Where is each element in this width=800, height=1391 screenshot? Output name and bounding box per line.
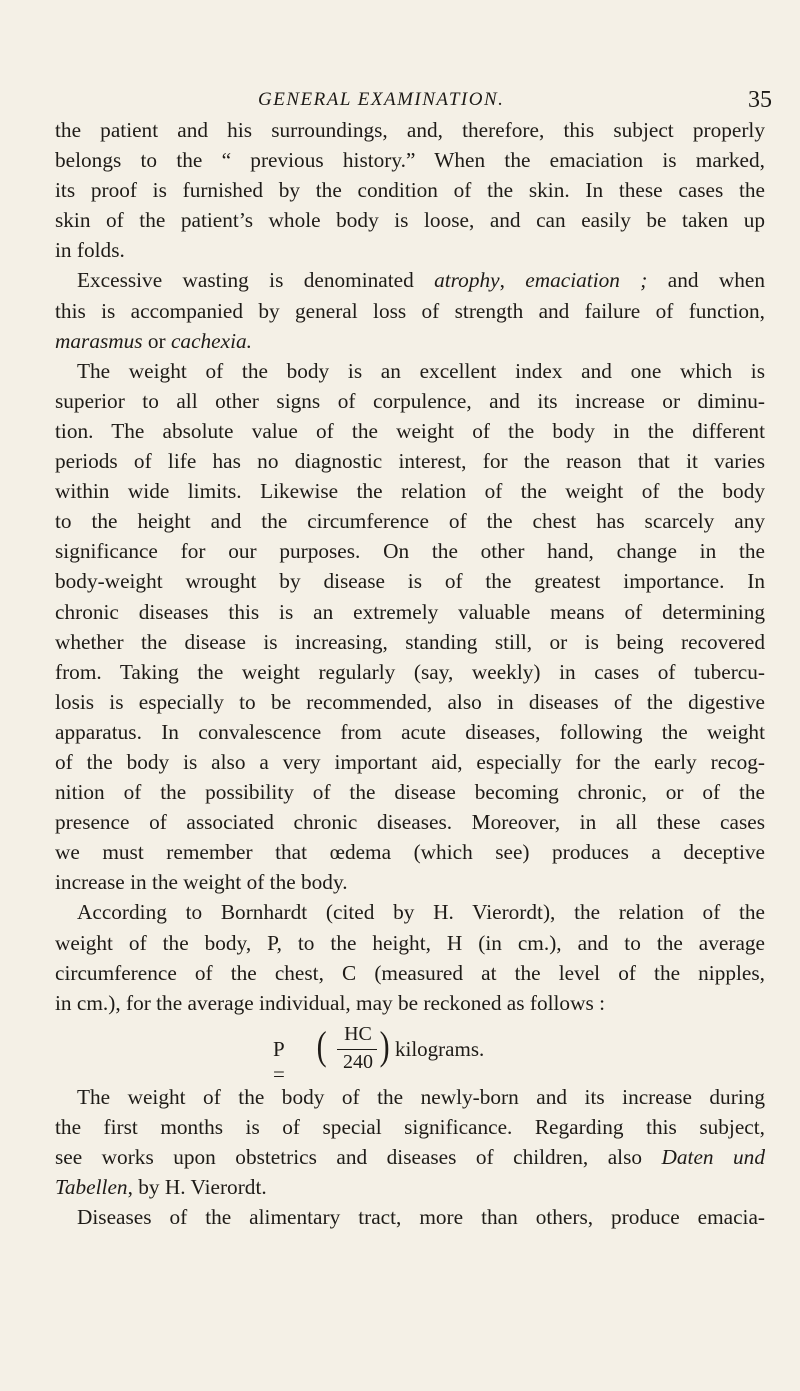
text-line: Diseases of the alimentary tract, more than others, produce emacia- — [77, 1205, 765, 1230]
text-run: Excessive wasting is denominated — [77, 268, 435, 293]
text-line — [55, 1172, 765, 1202]
text-line: in cm.), for the average individual, may be reckoned as follows : — [55, 990, 605, 1015]
text-block-before-formula — [55, 115, 765, 1018]
text-line — [55, 265, 765, 295]
text-line: body-weight wrought by disease is of the greatest importance. In — [55, 569, 765, 594]
running-title: GENERAL EXAMINATION. — [258, 89, 505, 110]
text-line — [55, 326, 765, 356]
text-line: significance for our purposes. On the other hand, change in the — [55, 539, 765, 564]
text-line: According to Bornhardt (cited by H. Vierordt), the relation of the — [77, 900, 765, 925]
formula-numerator: HC — [344, 1022, 372, 1045]
text-run: and when — [647, 268, 765, 293]
text-run: see works upon obstetrics and diseases of children, also — [55, 1145, 662, 1169]
text-line: losis is especially to be recommended, also in diseases of the digestive — [55, 689, 765, 714]
text-line: skin of the patient’s whole body is loose, and can easily be taken up — [55, 208, 765, 233]
text-line: this is accompanied by general loss of strength and failure of function, — [55, 298, 765, 323]
text-line: within wide limits. Likewise the relation of the weight of the body — [55, 479, 765, 504]
text-run: , — [499, 268, 526, 293]
text-line: chronic diseases this is an extremely valuable means of determining — [55, 599, 765, 624]
body-text — [55, 115, 765, 1232]
italic-term: atrophy — [434, 268, 500, 293]
formula-unit: kilograms. — [395, 1036, 485, 1061]
text-line: whether the disease is increasing, standing still, or is being recovered — [55, 629, 765, 654]
text-line: of the body is also a very important aid, especially for the early recog- — [55, 749, 765, 774]
text-line: superior to all other signs of corpulence, and its increase or diminu- — [55, 388, 765, 413]
text-line: from. Taking the weight regularly (say, weekly) in cases of tubercu- — [55, 659, 765, 684]
italic-term: emaciation ; — [525, 268, 648, 293]
italic-term: marasmus — [55, 328, 143, 353]
text-line: the patient and his surroundings, and, therefore, this subject properly — [55, 118, 765, 142]
text-run: , by H. Vierordt. — [127, 1175, 267, 1200]
formula-close-paren: ) — [379, 1022, 390, 1068]
text-line: weight of the body, P, to the height, H (in cm.), and to the average — [55, 930, 765, 955]
text-line: increase in the weight of the body. — [55, 870, 348, 895]
text-line: The weight of the body of the newly-born and its increase during — [77, 1084, 765, 1109]
text-line: circumference of the chest, C (measured at the level of the nipples, — [55, 960, 765, 985]
text-line: apparatus. In convalescence from acute diseases, following the weight — [55, 719, 765, 744]
text-line: nition of the possibility of the disease becoming chronic, or of the — [55, 780, 765, 805]
text-line: the first months is of special significance. Regarding this subject, — [55, 1114, 765, 1139]
formula-lhs: P = — [273, 1036, 285, 1086]
text-run: or — [142, 328, 171, 353]
text-line: tion. The absolute value of the weight of the body in the different — [55, 418, 765, 443]
italic-term: Tabellen — [55, 1175, 128, 1200]
text-line — [55, 1142, 765, 1172]
page-number: 35 — [748, 87, 772, 113]
text-block-after-formula — [55, 1082, 765, 1232]
text-line: we must remember that œdema (which see) produces a deceptive — [55, 840, 765, 865]
formula-open-paren: ( — [316, 1022, 327, 1068]
text-line: in folds. — [55, 238, 125, 263]
text-line: its proof is furnished by the condition of the skin. In these cases the — [55, 178, 765, 203]
text-line: The weight of the body is an excellent index and one which is — [77, 358, 765, 383]
text-line: presence of associated chronic diseases. Moreover, in all these cases — [55, 810, 765, 835]
italic-term: cachexia. — [170, 328, 252, 353]
italic-term: Daten und — [661, 1145, 765, 1169]
text-line: belongs to the “ previous history.” When the emaciation is marked, — [55, 148, 765, 173]
formula-denominator: 240 — [343, 1050, 373, 1073]
text-line: periods of life has no diagnostic interest, for the reason that it varies — [55, 449, 765, 474]
weight-formula — [55, 1018, 765, 1086]
text-line: to the height and the circumference of the chest has scarcely any — [55, 509, 765, 534]
